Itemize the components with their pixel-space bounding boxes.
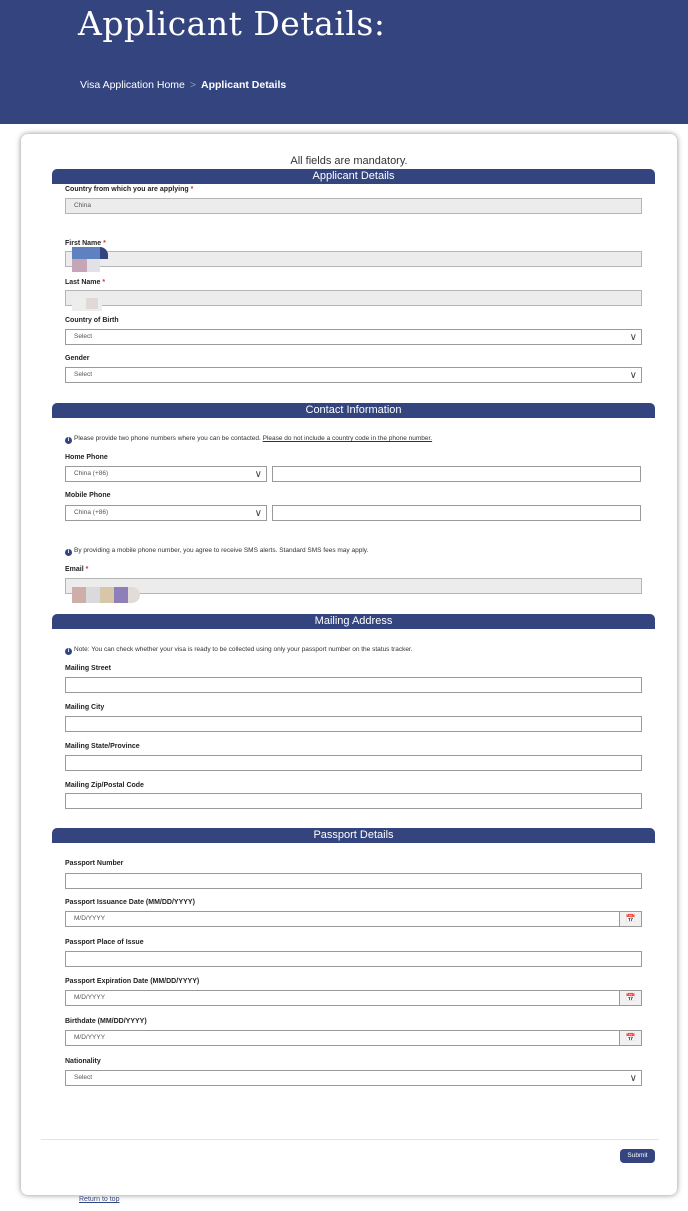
form-footer-divider [41, 1139, 659, 1140]
calendar-icon[interactable]: 📅 [619, 990, 642, 1006]
home-phone-country-select[interactable]: China (+86) ∨ [65, 466, 267, 482]
mobile-phone-input[interactable] [272, 505, 641, 521]
page-title: Applicant Details: [78, 4, 386, 43]
section-header-contact: Contact Information [52, 403, 655, 418]
section-header-applicant: Applicant Details [52, 169, 655, 184]
nationality-label: Nationality [65, 1058, 101, 1065]
first-name-label: First Name * [65, 240, 106, 247]
gender-select[interactable]: Select ∨ [65, 367, 642, 383]
breadcrumb-home-link[interactable]: Visa Application Home [80, 79, 185, 91]
mailing-zip-input[interactable] [65, 793, 642, 809]
chevron-down-icon: ∨ [254, 508, 262, 519]
country-applying-label: Country from which you are applying * [65, 186, 194, 193]
country-applying-field[interactable]: China [65, 198, 642, 214]
mandatory-note: All fields are mandatory. [290, 155, 408, 167]
return-to-top-link[interactable]: Return to top [79, 1196, 120, 1203]
passport-place-label: Passport Place of Issue [65, 939, 144, 946]
last-name-field[interactable] [65, 290, 642, 306]
page-header [0, 0, 688, 124]
passport-expiration-date-input[interactable]: M/D/YYYY 📅 [65, 990, 642, 1006]
application-form-card [21, 134, 677, 1195]
last-name-label: Last Name * [65, 279, 106, 286]
gender-label: Gender [65, 355, 90, 362]
first-name-field[interactable] [65, 251, 642, 267]
passport-number-input[interactable] [65, 873, 642, 889]
email-label: Email * [65, 566, 89, 573]
info-icon: i [65, 549, 72, 556]
chevron-down-icon: ∨ [629, 1073, 637, 1084]
birthdate-input[interactable]: M/D/YYYY 📅 [65, 1030, 642, 1046]
home-phone-input[interactable] [272, 466, 641, 482]
calendar-icon[interactable]: 📅 [619, 911, 642, 927]
breadcrumb [80, 79, 286, 91]
country-of-birth-label: Country of Birth [65, 317, 119, 324]
calendar-icon[interactable]: 📅 [619, 1030, 642, 1046]
info-icon: i [65, 437, 72, 444]
section-header-passport: Passport Details [52, 828, 655, 843]
mobile-phone-label: Mobile Phone [65, 492, 111, 499]
submit-button[interactable]: Submit [620, 1149, 655, 1163]
chevron-down-icon: ∨ [629, 370, 637, 381]
phone-note-link[interactable]: Please do not include a country code in the phone number. [262, 435, 433, 442]
mailing-street-input[interactable] [65, 677, 642, 693]
country-of-birth-select[interactable]: Select ∨ [65, 329, 642, 345]
section-header-mailing: Mailing Address [52, 614, 655, 629]
mailing-state-input[interactable] [65, 755, 642, 771]
passport-number-label: Passport Number [65, 860, 124, 867]
mailing-city-label: Mailing City [65, 704, 105, 711]
phone-note: i Please provide two phone numbers where you can be contacted. Please do not include a country code in the phone number. [65, 435, 432, 444]
redacted-email [72, 587, 140, 603]
birthdate-label: Birthdate (MM/DD/YYYY) [65, 1018, 147, 1025]
passport-place-input[interactable] [65, 951, 642, 967]
mailing-city-input[interactable] [65, 716, 642, 732]
breadcrumb-current: Applicant Details [201, 79, 287, 91]
redacted-last-name [72, 296, 102, 311]
mobile-phone-country-select[interactable]: China (+86) ∨ [65, 505, 267, 521]
passport-expiration-label: Passport Expiration Date (MM/DD/YYYY) [65, 978, 200, 985]
sms-note: i By providing a mobile phone number, you agree to receive SMS alerts. Standard SMS fees may apply. [65, 547, 368, 556]
redacted-first-name [72, 247, 108, 272]
email-field[interactable] [65, 578, 642, 594]
mailing-note: i Note: You can check whether your visa is ready to be collected using only your passport number on the status tracker. [65, 646, 413, 655]
mailing-state-label: Mailing State/Province [65, 743, 140, 750]
mailing-zip-label: Mailing Zip/Postal Code [65, 782, 144, 789]
passport-issuance-date-input[interactable]: M/D/YYYY 📅 [65, 911, 642, 927]
breadcrumb-separator: > [189, 79, 197, 91]
nationality-select[interactable]: Select ∨ [65, 1070, 642, 1086]
chevron-down-icon: ∨ [254, 469, 262, 480]
chevron-down-icon: ∨ [629, 332, 637, 343]
mailing-street-label: Mailing Street [65, 665, 111, 672]
home-phone-label: Home Phone [65, 454, 108, 461]
info-icon: i [65, 648, 72, 655]
passport-issuance-label: Passport Issuance Date (MM/DD/YYYY) [65, 899, 195, 906]
